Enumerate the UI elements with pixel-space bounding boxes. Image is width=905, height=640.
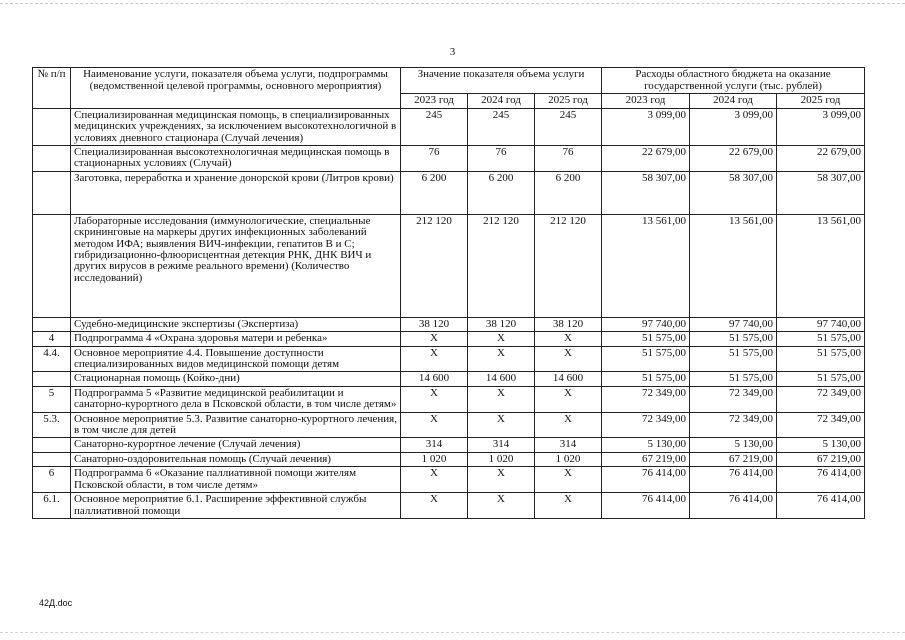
volume-2024: Х bbox=[468, 467, 535, 493]
expense-2025: 76 414,00 bbox=[777, 493, 865, 519]
expense-2023: 3 099,00 bbox=[602, 108, 690, 145]
expense-2024: 76 414,00 bbox=[690, 493, 777, 519]
table-row bbox=[33, 332, 865, 346]
expense-2024: 13 561,00 bbox=[690, 214, 777, 317]
header-expense: Расходы областного бюджета на оказание государственной услуги (тыс. рублей) bbox=[602, 68, 865, 94]
expense-2025: 51 575,00 bbox=[777, 372, 865, 386]
row-number bbox=[33, 171, 71, 214]
row-name: Санаторно-оздоровительная помощь (Случай лечения) bbox=[71, 452, 401, 466]
expense-2023: 51 575,00 bbox=[602, 332, 690, 346]
volume-2025: Х bbox=[535, 346, 602, 372]
expense-2024: 51 575,00 bbox=[690, 346, 777, 372]
expense-2023: 51 575,00 bbox=[602, 346, 690, 372]
table-row bbox=[33, 108, 865, 145]
volume-2023: 1 020 bbox=[401, 452, 468, 466]
volume-2025: Х bbox=[535, 493, 602, 519]
volume-2024: 212 120 bbox=[468, 214, 535, 317]
expense-2025: 76 414,00 bbox=[777, 467, 865, 493]
expense-2025: 51 575,00 bbox=[777, 332, 865, 346]
table-row bbox=[33, 452, 865, 466]
expense-2024: 5 130,00 bbox=[690, 438, 777, 452]
row-name: Подпрограмма 5 «Развитие медицинской реабилитации и санаторно-курортного дела в Псковской области, в том числе детям» bbox=[71, 386, 401, 412]
row-name: Лабораторные исследования (иммунологические, специальные скрининговые на маркеры других инфекционных заболеваний методом ИФА; выявления ВИЧ-инфекции, гепатитов В и С; гибридизационно-флюорисцентная детекция РНК, ДНК ВИЧ и других вирусов в режиме реального времени) (Количество исследований) bbox=[71, 214, 401, 317]
expense-2024: 51 575,00 bbox=[690, 332, 777, 346]
volume-2023: Х bbox=[401, 467, 468, 493]
header-volume-year: 2023 год bbox=[401, 94, 468, 109]
expense-2023: 76 414,00 bbox=[602, 493, 690, 519]
volume-2023: Х bbox=[401, 346, 468, 372]
row-name: Подпрограмма 4 «Охрана здоровья матери и ребенка» bbox=[71, 332, 401, 346]
row-name: Заготовка, переработка и хранение донорской крови (Литров крови) bbox=[71, 171, 401, 214]
row-number bbox=[33, 452, 71, 466]
row-name: Специализированная медицинская помощь, в специализированных медицинских учреждениях, за исключением высокотехнологичной в условиях дневного стационара (Случай лечения) bbox=[71, 108, 401, 145]
row-name: Основное мероприятие 6.1. Расширение эффективной службы паллиативной помощи bbox=[71, 493, 401, 519]
expense-2024: 76 414,00 bbox=[690, 467, 777, 493]
expense-2025: 13 561,00 bbox=[777, 214, 865, 317]
row-name: Основное мероприятие 4.4. Повышение доступности специализированных видов медицинской помощи детям bbox=[71, 346, 401, 372]
volume-2024: 245 bbox=[468, 108, 535, 145]
volume-2024: Х bbox=[468, 493, 535, 519]
expense-2024: 51 575,00 bbox=[690, 372, 777, 386]
expense-2025: 67 219,00 bbox=[777, 452, 865, 466]
volume-2024: 1 020 bbox=[468, 452, 535, 466]
expense-2023: 72 349,00 bbox=[602, 386, 690, 412]
volume-2025: 6 200 bbox=[535, 171, 602, 214]
table-row bbox=[33, 438, 865, 452]
row-number bbox=[33, 438, 71, 452]
expense-2025: 5 130,00 bbox=[777, 438, 865, 452]
row-name: Основное мероприятие 5.3. Развитие санаторно-курортного лечения, в том числе для детей bbox=[71, 412, 401, 438]
row-name: Стационарная помощь (Койко-дни) bbox=[71, 372, 401, 386]
row-number bbox=[33, 372, 71, 386]
expense-2024: 3 099,00 bbox=[690, 108, 777, 145]
header-volume: Значение показателя объема услуги bbox=[401, 68, 602, 94]
expense-2023: 58 307,00 bbox=[602, 171, 690, 214]
volume-2025: Х bbox=[535, 332, 602, 346]
row-name: Подпрограмма 6 «Оказание паллиативной помощи жителям Псковской области, в том числе детям» bbox=[71, 467, 401, 493]
expense-2025: 51 575,00 bbox=[777, 346, 865, 372]
expense-2023: 67 219,00 bbox=[602, 452, 690, 466]
volume-2025: 1 020 bbox=[535, 452, 602, 466]
scan-edge-top bbox=[0, 3, 905, 4]
volume-2025: 314 bbox=[535, 438, 602, 452]
row-number: 5.3. bbox=[33, 412, 71, 438]
table-row bbox=[33, 493, 865, 519]
header-volume-year: 2025 год bbox=[535, 94, 602, 109]
expense-2023: 72 349,00 bbox=[602, 412, 690, 438]
expense-2025: 72 349,00 bbox=[777, 412, 865, 438]
volume-2024: Х bbox=[468, 412, 535, 438]
expense-2023: 5 130,00 bbox=[602, 438, 690, 452]
volume-2023: 314 bbox=[401, 438, 468, 452]
expense-2024: 97 740,00 bbox=[690, 317, 777, 331]
row-number bbox=[33, 108, 71, 145]
expense-2023: 13 561,00 bbox=[602, 214, 690, 317]
table-row bbox=[33, 146, 865, 172]
volume-2025: 76 bbox=[535, 146, 602, 172]
header-name: Наименование услуги, показателя объема услуги, подпрограммы (ведомственной целевой программы, основного мероприятия) bbox=[71, 68, 401, 109]
row-number: 4.4. bbox=[33, 346, 71, 372]
volume-2023: Х bbox=[401, 332, 468, 346]
row-name: Судебно-медицинские экспертизы (Экспертиза) bbox=[71, 317, 401, 331]
row-number bbox=[33, 317, 71, 331]
row-number bbox=[33, 214, 71, 317]
volume-2024: 314 bbox=[468, 438, 535, 452]
volume-2024: Х bbox=[468, 346, 535, 372]
table-row bbox=[33, 214, 865, 317]
expense-2025: 58 307,00 bbox=[777, 171, 865, 214]
expense-2024: 22 679,00 bbox=[690, 146, 777, 172]
volume-2023: Х bbox=[401, 493, 468, 519]
services-table bbox=[32, 67, 865, 519]
row-name: Санаторно-курортное лечение (Случай лечения) bbox=[71, 438, 401, 452]
expense-2025: 72 349,00 bbox=[777, 386, 865, 412]
expense-2025: 22 679,00 bbox=[777, 146, 865, 172]
expense-2025: 3 099,00 bbox=[777, 108, 865, 145]
expense-2025: 97 740,00 bbox=[777, 317, 865, 331]
row-number: 6 bbox=[33, 467, 71, 493]
volume-2023: 38 120 bbox=[401, 317, 468, 331]
scan-edge-bottom bbox=[0, 632, 905, 633]
expense-2024: 58 307,00 bbox=[690, 171, 777, 214]
header-volume-year: 2024 год bbox=[468, 94, 535, 109]
row-name: Специализированная высокотехнологичная медицинская помощь в стационарных условиях (Случай) bbox=[71, 146, 401, 172]
volume-2023: Х bbox=[401, 386, 468, 412]
volume-2025: Х bbox=[535, 467, 602, 493]
expense-2024: 67 219,00 bbox=[690, 452, 777, 466]
table-row bbox=[33, 346, 865, 372]
row-number: 6.1. bbox=[33, 493, 71, 519]
volume-2023: 212 120 bbox=[401, 214, 468, 317]
table-row bbox=[33, 372, 865, 386]
header-expense-year: 2025 год bbox=[777, 94, 865, 109]
volume-2023: 76 bbox=[401, 146, 468, 172]
expense-2023: 22 679,00 bbox=[602, 146, 690, 172]
volume-2023: 14 600 bbox=[401, 372, 468, 386]
row-number bbox=[33, 146, 71, 172]
expense-2023: 76 414,00 bbox=[602, 467, 690, 493]
expense-2023: 51 575,00 bbox=[602, 372, 690, 386]
volume-2024: Х bbox=[468, 332, 535, 346]
row-number: 5 bbox=[33, 386, 71, 412]
volume-2025: 14 600 bbox=[535, 372, 602, 386]
volume-2025: 245 bbox=[535, 108, 602, 145]
volume-2023: 6 200 bbox=[401, 171, 468, 214]
page-number: 3 bbox=[449, 46, 456, 58]
volume-2025: Х bbox=[535, 386, 602, 412]
header-num: № п/п bbox=[33, 68, 71, 109]
header-expense-year: 2024 год bbox=[690, 94, 777, 109]
volume-2024: 76 bbox=[468, 146, 535, 172]
volume-2025: 38 120 bbox=[535, 317, 602, 331]
table-row bbox=[33, 412, 865, 438]
table-row bbox=[33, 171, 865, 214]
volume-2024: 38 120 bbox=[468, 317, 535, 331]
file-name-footer: 42Д.doc bbox=[39, 598, 73, 608]
table-row bbox=[33, 386, 865, 412]
expense-2024: 72 349,00 bbox=[690, 386, 777, 412]
table-row bbox=[33, 467, 865, 493]
expense-2023: 97 740,00 bbox=[602, 317, 690, 331]
row-number: 4 bbox=[33, 332, 71, 346]
volume-2024: 14 600 bbox=[468, 372, 535, 386]
header-expense-year: 2023 год bbox=[602, 94, 690, 109]
volume-2024: 6 200 bbox=[468, 171, 535, 214]
volume-2023: Х bbox=[401, 412, 468, 438]
table-row bbox=[33, 317, 865, 331]
volume-2024: Х bbox=[468, 386, 535, 412]
expense-2024: 72 349,00 bbox=[690, 412, 777, 438]
volume-2025: 212 120 bbox=[535, 214, 602, 317]
volume-2025: Х bbox=[535, 412, 602, 438]
volume-2023: 245 bbox=[401, 108, 468, 145]
